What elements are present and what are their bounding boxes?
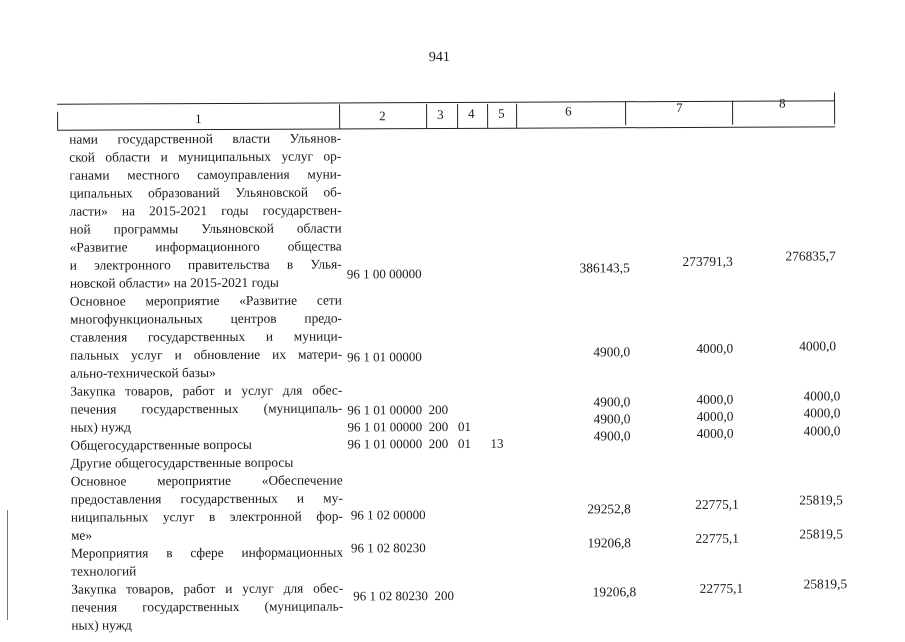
- row-description-line: ме»: [70, 527, 93, 543]
- row-description-line: нами государственной власти Ульянов-: [69, 130, 342, 147]
- row-code: 96 1 02 00000: [350, 507, 426, 523]
- row-value-col7: 4000,0: [696, 408, 734, 424]
- header-col-divider: [57, 112, 58, 130]
- header-col-divider: [834, 92, 835, 124]
- row-code: 96 1 01 00000: [347, 349, 422, 365]
- header-cell: 4: [468, 105, 475, 121]
- row-value-col7: 22775,1: [695, 530, 739, 546]
- header-cell: 2: [379, 108, 386, 124]
- row-description-line: ской области и муниципальных услуг ор-: [69, 148, 342, 165]
- row-description-line: ципальных образований Ульяновской об-: [69, 184, 342, 201]
- row-description-line: технологий: [71, 563, 137, 579]
- header-col-divider: [339, 104, 340, 128]
- row-description-line: Мероприятия в сфере информационных: [70, 544, 344, 561]
- row-value-col8: 25819,5: [799, 492, 843, 508]
- row-description-line: печения государственных (муниципаль-: [71, 598, 344, 615]
- row-value-col7: 4000,0: [696, 340, 734, 356]
- row-description-line: многофункциональных центров предо-: [69, 310, 343, 327]
- row-description-line: пальных услуг и обновление их матери-: [70, 346, 343, 363]
- row-description-line: ниципальных услуг в электронной фор-: [70, 508, 343, 525]
- row-value-col6: 4900,0: [593, 344, 631, 360]
- row-value-col7: 273791,3: [682, 253, 733, 269]
- row-description-line: ставления государственных и муници-: [70, 328, 343, 345]
- row-description-line: предоставления государственных и му-: [70, 490, 343, 507]
- header-col-divider: [732, 101, 733, 125]
- page-number: 941: [428, 49, 450, 66]
- row-description-line: Общегосударственные вопросы: [70, 436, 252, 453]
- row-value-col6: 19206,8: [587, 535, 632, 551]
- row-description-line: ных) нужд: [71, 617, 132, 633]
- row-code: 96 1 02 80230: [350, 540, 426, 556]
- header-top-rule: [57, 100, 835, 104]
- row-value-col8: 4000,0: [803, 423, 841, 439]
- header-cell: 1: [195, 111, 202, 127]
- row-description-line: «Развитие информационного общества: [69, 238, 342, 255]
- row-value-col8: 25819,5: [803, 576, 848, 592]
- row-description-line: ально-технической базы»: [70, 365, 216, 381]
- row-description-line: ных) нужд: [70, 419, 131, 435]
- row-description-line: Закупка товаров, работ и услуг для обес-: [71, 580, 344, 597]
- header-col-divider: [625, 101, 626, 125]
- row-value-col6: 4900,0: [593, 428, 631, 444]
- header-cell: 7: [676, 99, 683, 116]
- row-code: 96 1 02 80230 200: [353, 587, 454, 604]
- row-description-line: и электронного правительства в Улья-: [69, 256, 342, 273]
- header-cell: 8: [779, 95, 786, 111]
- row-description-line: ной программы Ульяновской области: [69, 220, 342, 237]
- row-value-col6: 386143,5: [579, 260, 630, 276]
- scan-edge-mark: [7, 510, 8, 620]
- row-value-col7: 4000,0: [696, 425, 734, 441]
- header-cell: 5: [498, 105, 505, 121]
- row-value-col8: 4000,0: [799, 338, 837, 354]
- header-cell: 6: [565, 103, 572, 119]
- row-code: 96 1 01 00000 200 01 13: [347, 435, 504, 452]
- row-description-line: новской области» на 2015-2021 годы: [69, 274, 279, 291]
- row-value-col7: 4000,0: [696, 391, 734, 407]
- row-code: 96 1 01 00000 200 01: [347, 418, 471, 435]
- header-col-divider: [426, 104, 427, 128]
- header-col-divider: [487, 104, 488, 128]
- row-value-col8: 4000,0: [803, 388, 841, 404]
- row-description-line: печения государственных (муниципаль-: [70, 400, 343, 417]
- row-value-col8: 4000,0: [803, 405, 841, 421]
- row-description-line: ганами местного самоуправления муни-: [69, 166, 342, 183]
- header-col-divider: [516, 104, 517, 128]
- row-value-col8: 276835,7: [785, 248, 836, 264]
- row-description-line: Основное мероприятие «Обеспечение: [70, 472, 343, 489]
- row-value-col6: 19206,8: [592, 584, 637, 600]
- row-value-col6: 4900,0: [593, 394, 631, 410]
- row-description-line: ласти» на 2015-2021 годы государствен-: [69, 202, 342, 219]
- row-description-line: Другие общегосударственные вопросы: [70, 454, 294, 471]
- row-description-line: Закупка товаров, работ и услуг для обес-: [70, 382, 343, 399]
- row-value-col6: 4900,0: [593, 411, 631, 427]
- row-value-col6: 29252,8: [587, 501, 631, 517]
- row-value-col8: 25819,5: [799, 526, 843, 542]
- row-value-col7: 22775,1: [699, 580, 744, 596]
- row-description-line: Основное мероприятие «Развитие сети: [69, 292, 342, 309]
- row-code: 96 1 00 00000: [346, 266, 422, 282]
- header-col-divider: [457, 104, 458, 128]
- row-value-col7: 22775,1: [695, 496, 739, 512]
- header-cell: 3: [437, 107, 444, 123]
- row-code: 96 1 01 00000 200: [347, 402, 449, 418]
